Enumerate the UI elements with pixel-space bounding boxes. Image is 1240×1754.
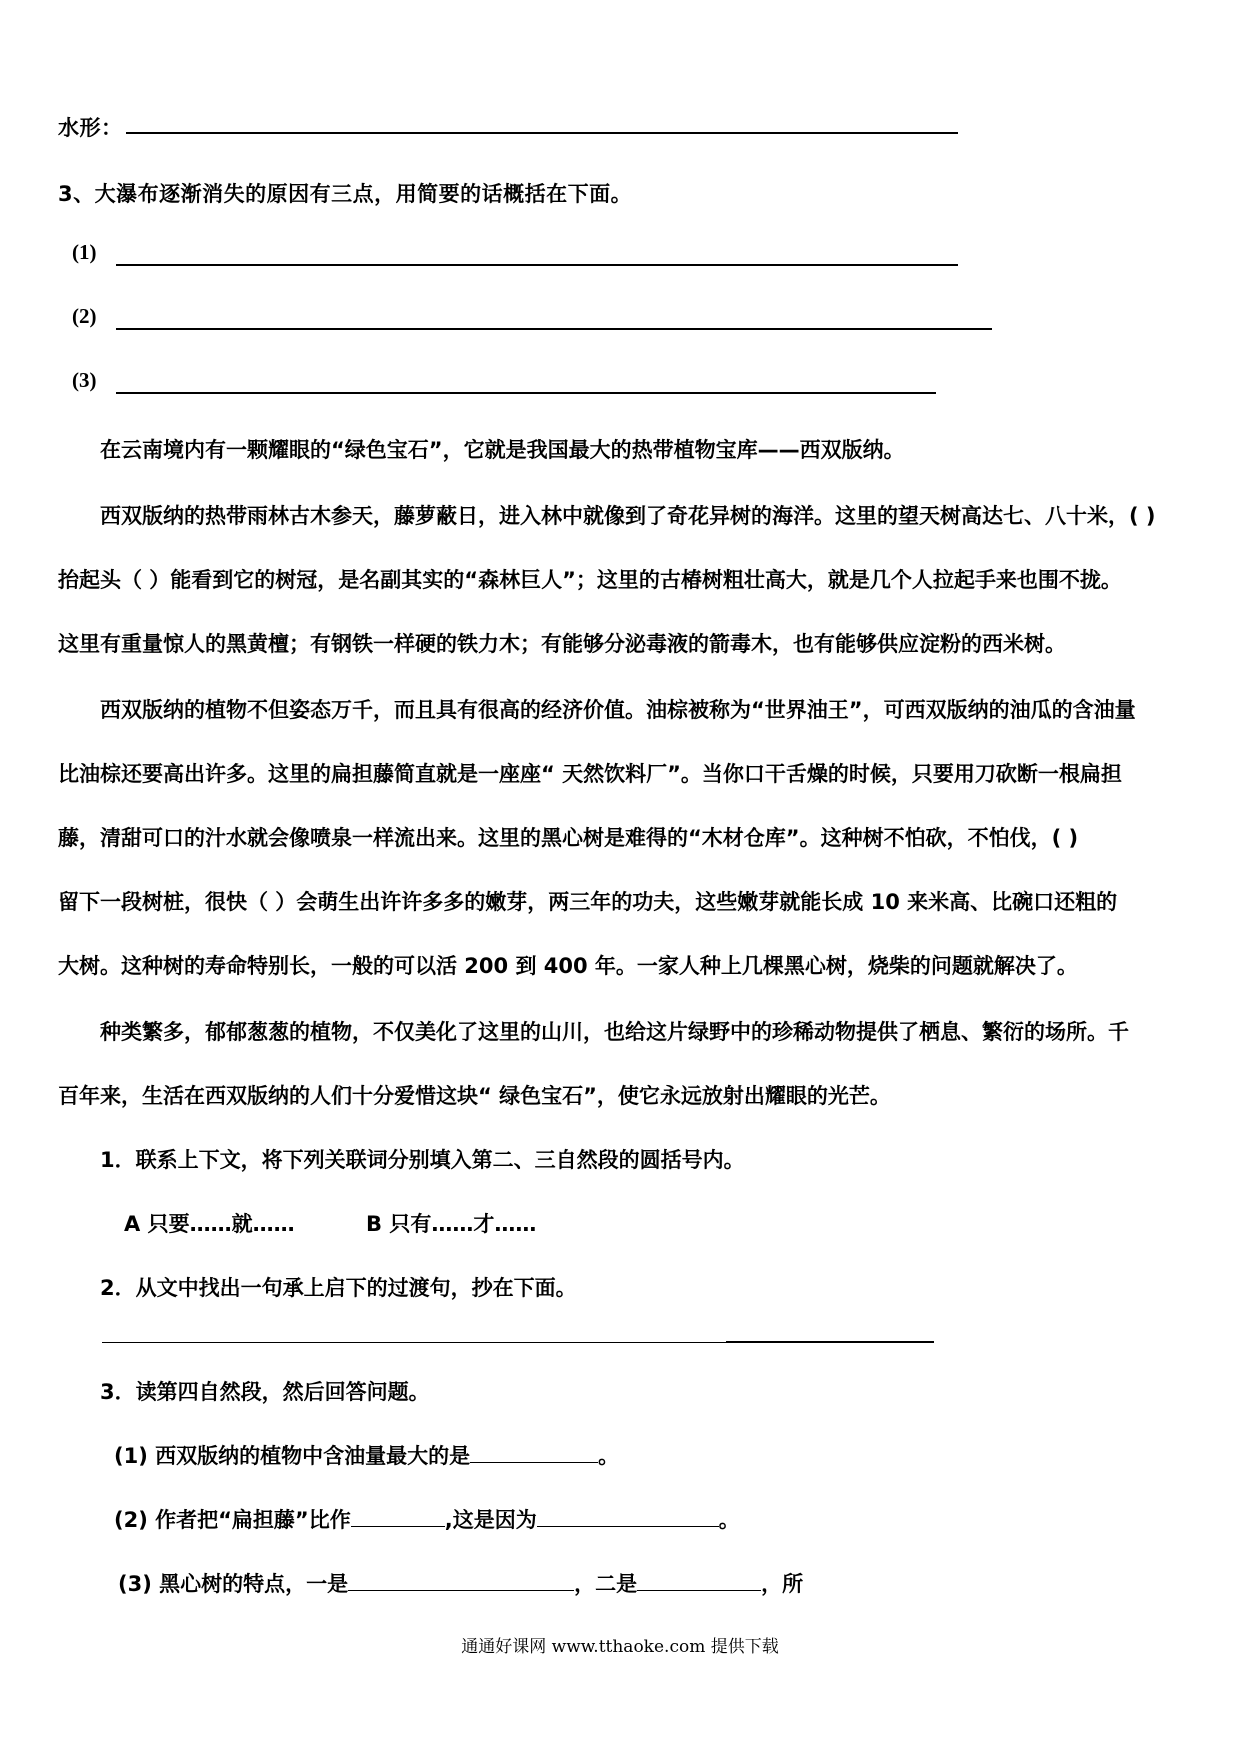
answer-line-q2-thin[interactable]	[102, 1342, 726, 1343]
question-3-3-text: (3) 黑心树的特点，一是	[118, 1572, 349, 1596]
blank-3-2-b[interactable]	[537, 1504, 719, 1527]
question-3-3	[118, 1568, 803, 1598]
question-2: 2．从文中找出一句承上启下的过渡句，抄在下面。	[100, 1276, 577, 1300]
prev-q3-item-2: (2)	[72, 304, 97, 328]
answer-line-1[interactable]	[116, 264, 958, 266]
prev-q3-item-1: (1)	[72, 240, 97, 264]
passage-p3-line-1: 西双版纳的植物不但姿态万千，而且具有很高的经济价值。油棕被称为“世界油王”，可西双版纳的油瓜的含油量	[100, 698, 1136, 722]
question-3-3-end: ，所	[761, 1572, 804, 1596]
passage-p2-line-2: 抬起头（ ）能看到它的树冠，是名副其实的“森林巨人”；这里的古椿树粗壮高大，就是几个人拉起手来也围不拢。	[58, 568, 1122, 592]
question-3-1	[114, 1440, 619, 1470]
question-1-option-b: B 只有……才……	[366, 1212, 537, 1236]
question-3-1-end: 。	[598, 1444, 620, 1468]
question-1: 1．联系上下文，将下列关联词分别填入第二、三自然段的圆括号内。	[100, 1148, 745, 1172]
passage-p2-line-1: 西双版纳的热带雨林古木参天，藤萝蔽日，进入林中就像到了奇花异树的海洋。这里的望天树高达七、八十米，( )	[100, 504, 1156, 528]
blank-3-3-a[interactable]	[348, 1568, 574, 1591]
prev-q3-item-3: (3)	[72, 368, 97, 392]
question-3: 3．读第四自然段，然后回答问题。	[100, 1380, 430, 1404]
blank-3-1[interactable]	[470, 1440, 598, 1463]
passage-p3-line-4: 留下一段树桩，很快（ ）会萌生出许许多多的嫩芽，两三年的功夫，这些嫩芽就能长成 10 来米高、比碗口还粗的	[58, 890, 1118, 914]
answer-line-shape[interactable]	[126, 132, 958, 134]
question-3-2	[114, 1504, 740, 1534]
question-1-option-a: A 只要……就……	[124, 1212, 295, 1236]
answer-line-2[interactable]	[116, 328, 992, 330]
answer-line-q2-thick[interactable]	[726, 1341, 934, 1343]
question-3-2-mid: ,这是因为	[444, 1508, 537, 1532]
passage-p2-line-3: 这里有重量惊人的黑黄檀；有钢铁一样硬的铁力木；有能够分泌毒液的箭毒木，也有能够供应淀粉的西米树。	[58, 632, 1066, 656]
question-3-1-text: (1) 西双版纳的植物中含油量最大的是	[114, 1444, 471, 1468]
answer-line-3[interactable]	[116, 392, 936, 394]
question-3-3-mid: ，二是	[574, 1572, 638, 1596]
question-3-2-text: (2) 作者把“扁担藤”比作	[114, 1508, 351, 1532]
blank-3-2-a[interactable]	[351, 1504, 445, 1527]
passage-p3-line-3: 藤，清甜可口的汁水就会像喷泉一样流出来。这里的黑心树是难得的“木材仓库”。这种树不怕砍，不怕伐，( )	[58, 826, 1079, 850]
footer-credit: 通通好课网 www.tthaoke.com 提供下载	[461, 1637, 779, 1657]
blank-3-3-b[interactable]	[637, 1568, 761, 1591]
prev-q3-prompt: 3、大瀑布逐渐消失的原因有三点，用简要的话概括在下面。	[58, 182, 633, 206]
passage-p3-line-5: 大树。这种树的寿命特别长，一般的可以活 200 到 400 年。一家人种上几棵黑心树，烧柴的问题就解决了。	[58, 954, 1078, 978]
question-3-2-end: 。	[718, 1508, 740, 1532]
passage-p4-line-2: 百年来，生活在西双版纳的人们十分爱惜这块“ 绿色宝石”，使它永远放射出耀眼的光芒。	[58, 1084, 891, 1108]
passage-p4-line-1: 种类繁多，郁郁葱葱的植物，不仅美化了这里的山川，也给这片绿野中的珍稀动物提供了栖息、繁衍的场所。千	[100, 1020, 1129, 1044]
shape-label: 水形：	[58, 116, 123, 140]
passage-paragraph-1: 在云南境内有一颗耀眼的“绿色宝石”，它就是我国最大的热带植物宝库——西双版纳。	[100, 438, 905, 462]
passage-p3-line-2: 比油棕还要高出许多。这里的扁担藤简直就是一座座“ 天然饮料厂”。当你口干舌燥的时候，只要用刀砍断一根扁担	[58, 762, 1122, 786]
